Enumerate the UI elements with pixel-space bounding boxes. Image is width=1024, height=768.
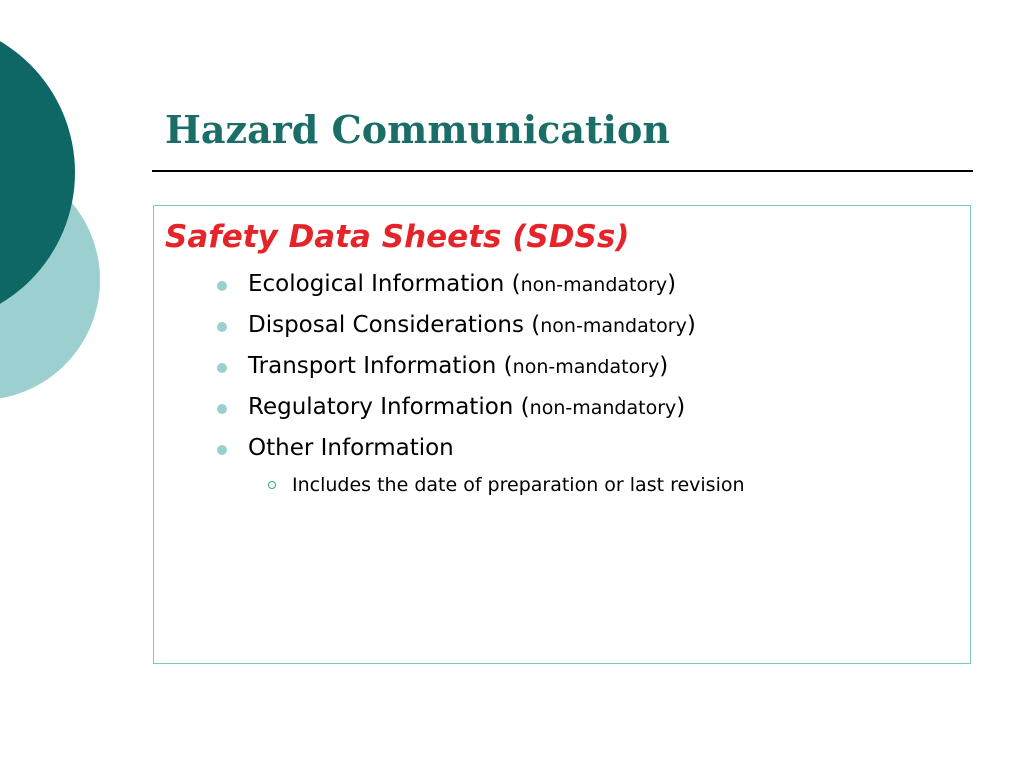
- bullet-paren-close: ): [659, 353, 669, 379]
- bullet-paren-open: (: [496, 353, 513, 379]
- title-divider: [152, 170, 973, 172]
- sub-bullet-item: [154, 469, 745, 501]
- content-box: [153, 205, 971, 664]
- bullet-paren-close: ): [676, 394, 686, 420]
- bullet-list: [154, 264, 745, 501]
- bullet-item: [154, 264, 745, 305]
- bullet-paren-open: (: [523, 312, 541, 338]
- bullet-note: non-mandatory: [529, 397, 677, 419]
- bullet-paren-close: ): [667, 271, 677, 297]
- bullet-paren-close: ): [686, 312, 696, 338]
- bullet-paren-open: (: [504, 271, 521, 297]
- bullet-text: Transport Information: [248, 353, 497, 379]
- bullet-text: Other Information: [248, 435, 454, 461]
- slide-subtitle: Safety Data Sheets (SDSs): [165, 219, 630, 255]
- bullet-text: Disposal Considerations: [248, 312, 524, 338]
- bullet-note: non-mandatory: [512, 356, 660, 378]
- bullet-dot-icon: [217, 445, 227, 455]
- bullet-dot-icon: [217, 322, 227, 332]
- bullet-dot-icon: [217, 404, 227, 414]
- ring-bullet-icon: [268, 481, 276, 489]
- bullet-note: non-mandatory: [540, 315, 687, 337]
- bullet-text: Regulatory Information: [248, 394, 514, 420]
- bullet-item: [154, 346, 745, 387]
- bullet-dot-icon: [217, 363, 227, 373]
- bullet-item: [154, 428, 745, 469]
- bullet-item: [154, 305, 745, 346]
- bullet-text: Ecological Information: [248, 271, 505, 297]
- bullet-paren-open: (: [513, 394, 530, 420]
- sub-bullet-text: Includes the date of preparation or last revision: [292, 474, 745, 496]
- bullet-note: non-mandatory: [520, 274, 668, 296]
- bullet-item: [154, 387, 745, 428]
- slide-title: Hazard Communication: [165, 107, 670, 152]
- bullet-dot-icon: [217, 281, 227, 291]
